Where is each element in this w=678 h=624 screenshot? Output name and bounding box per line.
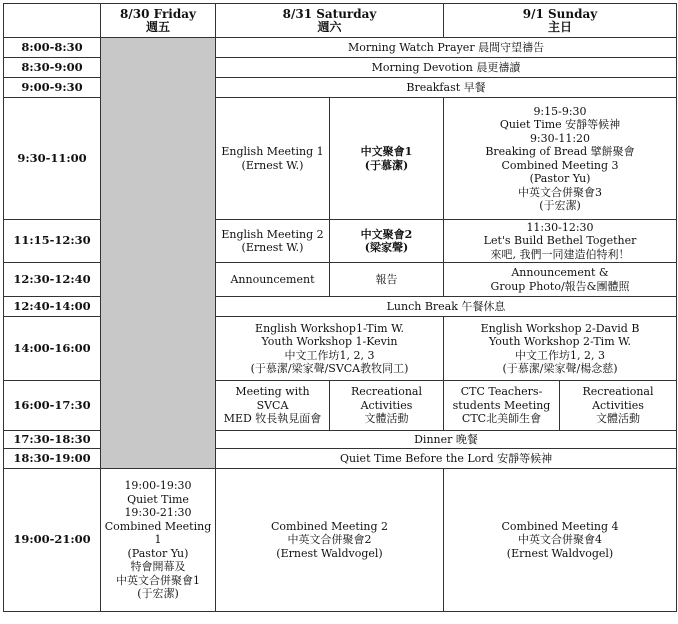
time-cell: 9:00-9:30 [4,78,101,98]
time-cell: 9:30-11:00 [4,98,101,220]
event-cell: Recreational Activities 文體活動 [560,381,677,431]
event-cell: Lunch Break 午餐休息 [216,297,677,317]
event-cell: Morning Watch Prayer 晨間守望禱告 [216,38,677,58]
time-cell: 11:15-12:30 [4,220,101,263]
event-cell: 9:15-9:30 Quiet Time 安靜等候神 9:30-11:20 Breaking of Bread 擘餅聚會 Combined Meeting 3 (Pastor Yu) 中英文合併聚會3 (于宏潔) [444,98,677,220]
event-cell: Recreational Activities 文體活動 [330,381,444,431]
event-cell: 19:00-19:30 Quiet Time 19:30-21:30 Combined Meeting 1 (Pastor Yu) 特會開幕及 中英文合併聚會1 (于宏潔) [101,469,216,612]
event-cell: Combined Meeting 4 中英文合併聚會4 (Ernest Waldvogel) [444,469,677,612]
header-row [4,4,677,38]
header-friday: 8/30 Friday 週五 [101,4,216,38]
event-cell: English Meeting 1 (Ernest W.) [216,98,330,220]
event-cell: Announcement [216,263,330,297]
event-cell: 中文聚會1 (于慕潔) [330,98,444,220]
time-cell: 16:00-17:30 [4,381,101,431]
time-cell: 8:30-9:00 [4,58,101,78]
event-cell: English Workshop 2-David B Youth Workshop 2-Tim W. 中文工作坊1, 2, 3 (于慕潔/梁家聲/楊念慈) [444,317,677,381]
event-cell: Meeting with SVCA MED 牧長執見面會 [216,381,330,431]
event-cell: Dinner 晚餐 [216,431,677,449]
time-cell: 17:30-18:30 [4,431,101,449]
event-cell: Combined Meeting 2 中英文合併聚會2 (Ernest Waldvogel) [216,469,444,612]
header-saturday: 8/31 Saturday 週六 [216,4,444,38]
time-cell: 19:00-21:00 [4,469,101,612]
event-cell: 報告 [330,263,444,297]
header-sunday: 9/1 Sunday 主日 [444,4,677,38]
table-row [4,38,677,58]
event-cell: 中文聚會2 (梁家聲) [330,220,444,263]
table-row [4,469,677,612]
event-cell: 11:30-12:30 Let's Build Bethel Together 來吧, 我們一同建造伯特利！ [444,220,677,263]
event-cell: English Meeting 2 (Ernest W.) [216,220,330,263]
event-cell: Morning Devotion 晨更禱讀 [216,58,677,78]
event-cell: CTC Teachers- students Meeting CTC北美師生會 [444,381,560,431]
header-corner [4,4,101,38]
time-cell: 8:00-8:30 [4,38,101,58]
time-cell: 12:40-14:00 [4,297,101,317]
time-cell: 18:30-19:00 [4,449,101,469]
event-cell: Breakfast 早餐 [216,78,677,98]
event-cell: English Workshop1-Tim W. Youth Workshop 1-Kevin 中文工作坊1, 2, 3 (于慕潔/梁家聲/SVCA教牧同工) [216,317,444,381]
friday-blocked-cell [101,38,216,469]
time-cell: 14:00-16:00 [4,317,101,381]
event-cell: Quiet Time Before the Lord 安靜等候神 [216,449,677,469]
schedule-table [3,3,677,612]
event-cell: Announcement & Group Photo/報告&團體照 [444,263,677,297]
time-cell: 12:30-12:40 [4,263,101,297]
